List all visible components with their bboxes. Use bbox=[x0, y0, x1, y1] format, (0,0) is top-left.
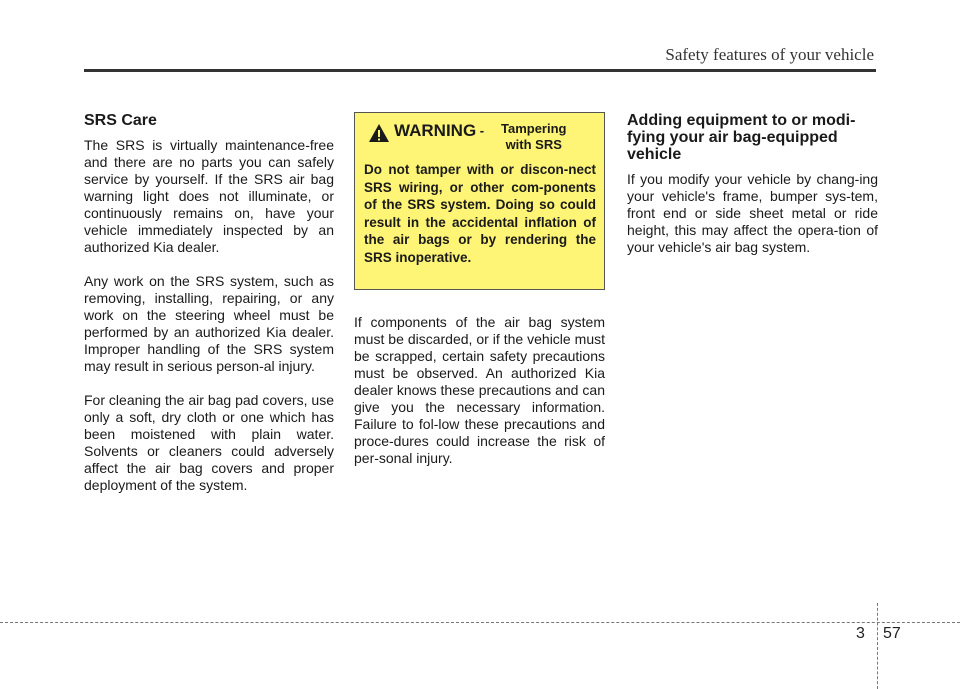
warning-label: WARNING bbox=[394, 121, 477, 140]
page-number: 57 bbox=[883, 625, 901, 642]
paragraph-modification: If you modify your vehicle by chang-ing your vehicle's frame, bumper sys-tem, front end or side sheet metal or ride height, this may affect the opera-tion of your vehicle's air bag system. bbox=[627, 171, 878, 255]
paragraph-maintenance: The SRS is virtually maintenance-free and there are no parts you can safely service by yourself. If the SRS air bag warning light does not illuminate, or continuously remains on, have your vehicle immediately inspected by an authorized Kia dealer. bbox=[84, 137, 334, 255]
footer-rule bbox=[0, 622, 960, 623]
paragraph-disposal: If components of the air bag system must be discarded, or if the vehicle must be scrapped, certain safety precautions must be observed. An authorized Kia dealer knows these precautions and can give you the necessary information. Failure to fol-low these precautions and proce-dures could increase the risk of per-sonal injury. bbox=[354, 314, 605, 466]
section-heading-srs-care: SRS Care bbox=[84, 112, 157, 129]
warning-body: Do not tamper with or discon-nect SRS wiring, or other com-ponents of the SRS system. Doing so could result in the accidental inflation of the air bags or by rendering the SRS inoperative. bbox=[364, 162, 596, 265]
warning-subtitle: Tampering with SRS bbox=[500, 121, 567, 152]
column-right bbox=[627, 112, 878, 273]
footer-divider bbox=[877, 603, 878, 689]
header-title: Safety features of your vehicle bbox=[665, 45, 874, 64]
header-rule bbox=[84, 69, 876, 72]
chapter-number: 3 bbox=[856, 625, 865, 642]
warning-header bbox=[364, 121, 596, 161]
section-heading-adding-equipment: Adding equipment to or modi-fying your air bag-equipped vehicle bbox=[627, 112, 856, 163]
paragraph-cleaning: For cleaning the air bag pad covers, use only a soft, dry cloth or one which has been moistened with plain water. Solvents or cleaners could adversely affect the air bag covers and proper deployment of the system. bbox=[84, 392, 334, 493]
warning-triangle-icon bbox=[368, 123, 390, 143]
column-middle bbox=[354, 112, 605, 484]
warning-dash: - bbox=[476, 123, 488, 138]
paragraph-srs-work: Any work on the SRS system, such as removing, installing, repairing, or any work on the steering wheel must be performed by an authorized Kia dealer. Improper handling of the SRS system may result in serious person-al injury. bbox=[84, 273, 334, 374]
warning-box bbox=[354, 112, 605, 290]
column-left bbox=[84, 112, 334, 511]
